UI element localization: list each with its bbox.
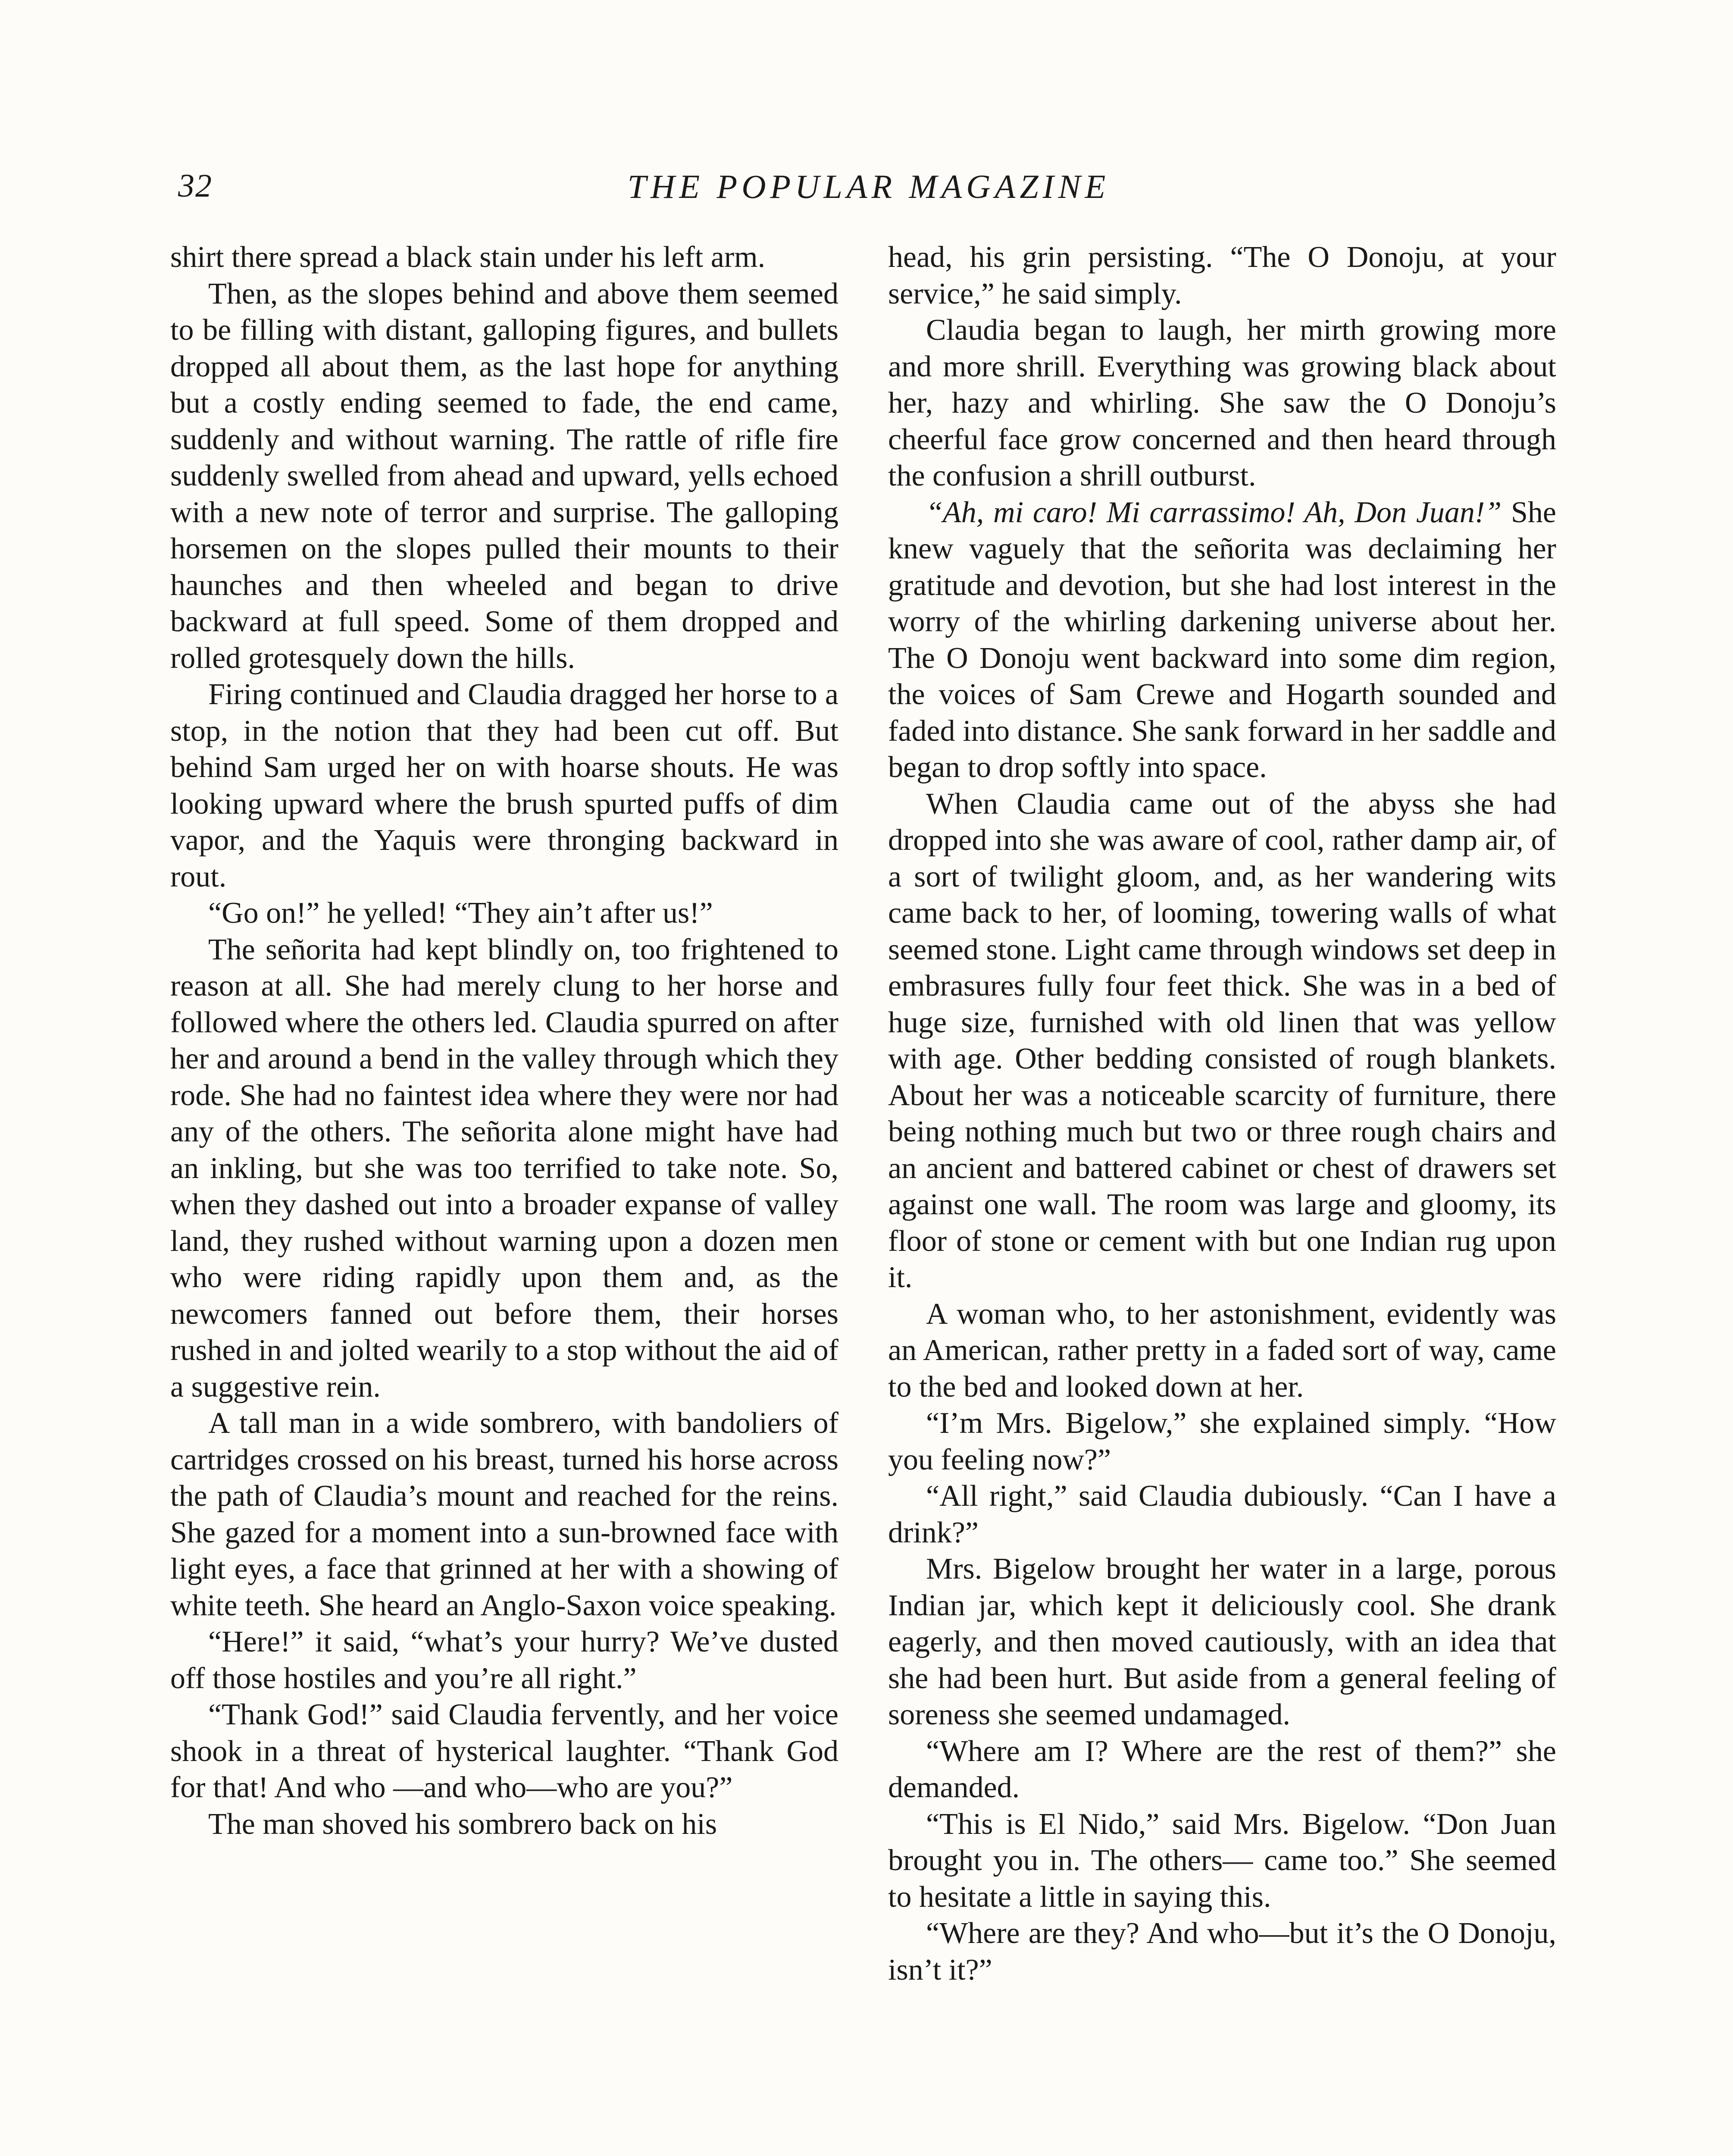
page-header [170, 167, 1567, 215]
paragraph: “Thank God!” said Claudia fervently, and her voice shook in a threat of hysterical laughter. “Thank God for that! And who —and who—who are you?” [170, 1698, 838, 1804]
paragraph-text: She knew vaguely that the señorita was declaiming her gratitude and devotion, but she had lost interest in the worry of the whirling darkening universe about her. The O Donoju went backward into some dim region, the voices of Sam Crewe and Hogarth sounded and faded into distance. She sank forward in her saddle and began to drop softly into space. [888, 495, 1556, 784]
paragraph: When Claudia came out of the abyss she had dropped into she was aware of cool, rather damp air, of a sort of twilight gloom, and, as her wandering wits came back to her, of looming, towering walls of what seemed stone. Light came through windows set deep in embrasures fully four feet thick. She was in a bed of huge size, furnished with old linen that was yellow with age. Other bedding consisted of rough blankets. About her was a noticeable scarcity of furniture, there being nothing much but two or three rough chairs and an ancient and battered cabinet or chest of drawers set against one wall. The room was large and gloomy, its floor of stone or cement with but one Indian rug upon it. [888, 787, 1556, 1294]
paragraph: Firing continued and Claudia dragged her horse to a stop, in the notion that they had been cut off. But behind Sam urged her on with hoarse shouts. He was looking upward where the brush spurted puffs of dim vapor, and the Yaquis were thronging backward in rout. [170, 678, 838, 893]
paragraph: A tall man in a wide sombrero, with bandoliers of cartridges crossed on his breast, turned his horse across the path of Claudia’s mount and reached for the reins. She gazed for a moment into a sun-browned face with light eyes, a face that grinned at her with a showing of white teeth. She heard an Anglo-Saxon voice speaking. [170, 1407, 838, 1622]
paragraph: The señorita had kept blindly on, too frightened to reason at all. She had merely clung to her horse and followed where the others led. Claudia spurred on after her and around a bend in the valley through which they rode. She had no faintest idea where they were nor had any of the others. The señorita alone might have had an inkling, but she was too terrified to take note. So, when they dashed out into a broader expanse of valley land, they rushed without warning upon a dozen men who were riding rapidly upon them and, as the newcomers fanned out before them, their horses rushed in and jolted wearily to a stop without the aid of a suggestive rein. [170, 933, 838, 1404]
paragraph: The man shoved his sombrero back on his [208, 1807, 717, 1841]
paragraph: A woman who, to her astonishment, evidently was an American, rather pretty in a faded sort of way, came to the bed and looked down at her. [888, 1297, 1556, 1404]
paragraph: Then, as the slopes behind and above them seemed to be filling with distant, galloping figures, and bullets dropped all about them, as the last hope for anything but a costly ending seemed to fade, the end came, suddenly and without warning. The rattle of rifle fire suddenly swelled from ahead and upward, yells echoed with a new note of terror and surprise. The galloping horsemen on the slopes pulled their mounts to their haunches and then wheeled and began to drive backward at full speed. Some of them dropped and rolled grotesquely down the hills. [170, 277, 838, 675]
paragraph: “This is El Nido,” said Mrs. Bigelow. “Don Juan brought you in. The others— came too.” She seemed to hesitate a little in saying this. [888, 1807, 1556, 1914]
paragraph: “Here!” it said, “what’s your hurry? We’ve dusted off those hostiles and you’re all right.” [170, 1625, 838, 1695]
paragraph: Claudia began to laugh, her mirth growing more and more shrill. Everything was growing black about her, hazy and whirling. She saw the O Donoju’s cheerful face grow concerned and then heard through the confusion a shrill outburst. [888, 313, 1556, 492]
right-text-column [888, 239, 1556, 1988]
italic-phrase: “Ah, mi caro! Mi carrassimo! Ah, Don Juan!” [926, 495, 1502, 529]
running-title: THE POPULAR MAGAZINE [627, 168, 1110, 205]
left-text-column [170, 239, 838, 1843]
paragraph: shirt there spread a black stain under his left arm. [170, 241, 766, 274]
paragraph: “Go on!” he yelled! “They ain’t after us!” [208, 896, 713, 930]
paragraph: “Where are they? And who—but it’s the O Donoju, isn’t it?” [888, 1917, 1556, 1987]
paragraph: Mrs. Bigelow brought her water in a large, porous Indian jar, which kept it deliciously cool. She drank eagerly, and then moved cautiously, with an idea that she had been hurt. But aside from a general feeling of soreness she seemed undamaged. [888, 1552, 1556, 1731]
paragraph [888, 495, 1556, 786]
paragraph: “I’m Mrs. Bigelow,” she explained simply. “How you feeling now?” [888, 1407, 1556, 1476]
page-number: 32 [178, 168, 213, 204]
paragraph: “All right,” said Claudia dubiously. “Can I have a drink?” [888, 1479, 1556, 1549]
paragraph: head, his grin persisting. “The O Donoju, at your service,” he said simply. [888, 241, 1556, 310]
paragraph: “Where am I? Where are the rest of them?” she demanded. [888, 1734, 1556, 1804]
